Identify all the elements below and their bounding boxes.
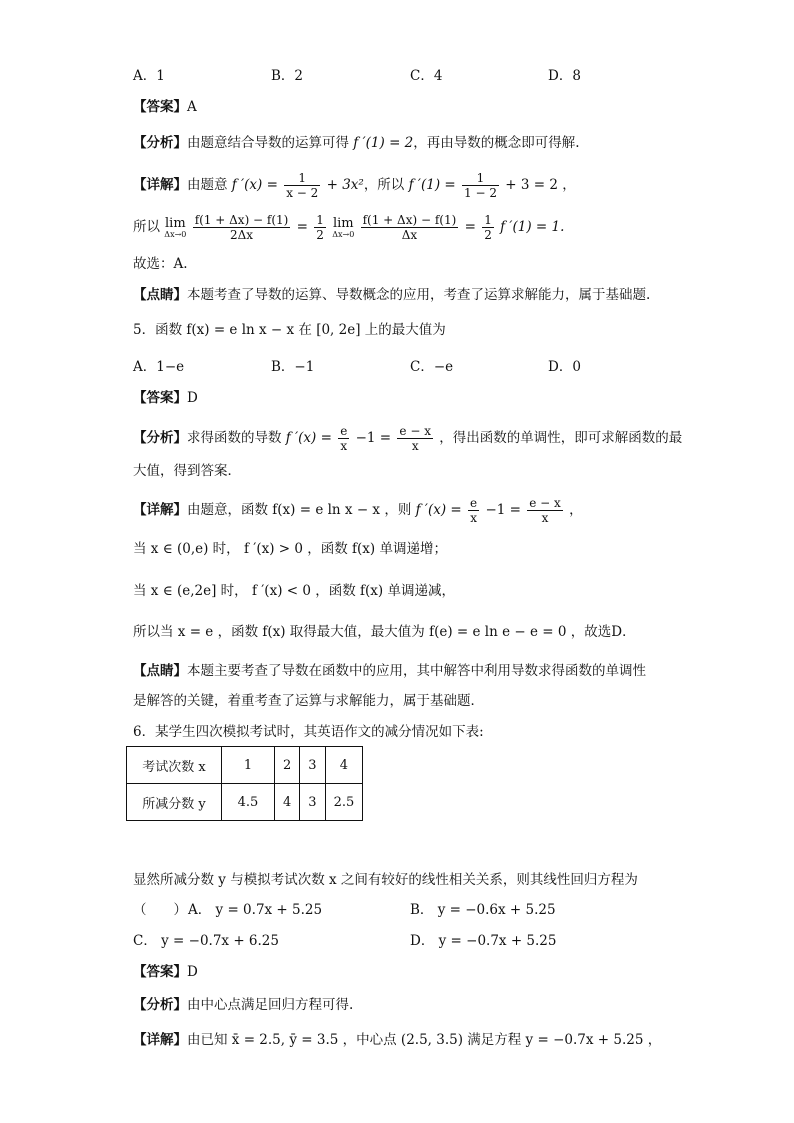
detail-tag: 【详解】 — [133, 1032, 187, 1048]
analysis-text: 由题意结合导数的运算可得 — [187, 135, 349, 151]
detail-tag: 【详解】 — [133, 502, 187, 518]
comment-tag: 【点睛】 — [133, 663, 187, 679]
limit-fraction-2: $\frac{f(1 + \Delta x) - f(1)}{\Delta x}$ — [362, 213, 457, 242]
answer-tag: 【答案】 — [133, 99, 187, 115]
table-cell: 4 — [275, 784, 300, 821]
detail-text: 由题意 — [187, 177, 228, 193]
q4-option-c: C．4 — [410, 68, 443, 84]
answer-tag: 【答案】 — [133, 390, 187, 406]
limit-pre: 所以 — [133, 219, 160, 235]
analysis-text: 求得函数的导数 — [187, 430, 282, 446]
table-cell: 4 — [325, 747, 363, 784]
q5-stem: 5．函数 f(x) = e ln x − x 在 [0, 2e] 上的最大值为 — [133, 322, 446, 338]
table-cell: 所减分数 y — [127, 784, 222, 821]
analysis-tag: 【分析】 — [133, 430, 187, 446]
analysis-tag: 【分析】 — [133, 997, 187, 1013]
q4-comment — [133, 285, 650, 305]
detail-text: 由已知 x̄ = 2.5, ȳ = 3.5 ，中心点 (2.5, 3.5) 满足方程 y = −0.7x + 5.25 ， — [187, 1032, 662, 1048]
q5-analysis — [133, 422, 682, 454]
table-cell: 3 — [300, 747, 325, 784]
limit-fraction: $\frac{f(1 + \Delta x) - f(1)}{2\Delta x}$ — [194, 213, 289, 242]
detail-f1: f ′(1) = — [408, 177, 456, 193]
q4-option-a: A．1 — [133, 68, 165, 84]
table-cell: 3 — [300, 784, 325, 821]
table-cell: 4.5 — [222, 784, 275, 821]
limit-end: f ′(1) = 1. — [500, 219, 565, 235]
q4-choose: 故选：A. — [133, 256, 188, 272]
q5-option-c: C．−e — [410, 359, 454, 375]
q4-answer — [133, 97, 197, 117]
table-row — [127, 747, 363, 784]
analysis-fraction: $\frac{e}{x}$ — [340, 424, 348, 453]
q5-analysis-line2: 大值，得到答案． — [133, 463, 241, 479]
q5-option-a: A．1−e — [133, 359, 185, 375]
comment-tag: 【点睛】 — [133, 287, 187, 303]
answer-tag: 【答案】 — [133, 964, 187, 980]
q6-stem: 6．某学生四次模拟考试时，其英语作文的减分情况如下表: — [133, 724, 484, 740]
half-fraction-2: $\frac{1}{2}$ — [484, 213, 492, 242]
half-fraction: $\frac{1}{2}$ — [316, 213, 324, 242]
limit-operator: lim Δx→0 — [164, 215, 187, 239]
table-row — [127, 784, 363, 821]
q5-detail — [133, 494, 583, 526]
q4-option-b: B．2 — [271, 68, 304, 84]
q6-text: 显然所减分数 y 与模拟考试次数 x 之间有较好的线性相关关系，则其线性回归方程为 — [133, 872, 638, 888]
detail-plus: + 3x² — [326, 177, 364, 193]
q5-option-b: B．−1 — [271, 359, 315, 375]
answer-value: D — [187, 964, 198, 980]
q5-comment-line2: 是解答的关键，着重考查了运算与求解能力，属于基础题． — [133, 693, 484, 709]
comment-text: 本题考查了导数的运算、导数概念的应用，考查了运算求解能力，属于基础题. — [187, 287, 651, 303]
detail-fraction: $\frac{1}{x - 2}$ — [286, 171, 319, 200]
equals: = — [296, 219, 308, 235]
detail-fraction-2: $\frac{e - x}{x}$ — [529, 496, 561, 525]
answer-value: A — [187, 99, 197, 115]
detail-minus: −1 = — [485, 502, 521, 518]
analysis-text-end: ，得出函数的单调性，即可求解函数的最 — [439, 430, 683, 446]
table-cell: 2 — [275, 747, 300, 784]
detail-fraction-2: $\frac{1}{1 - 2}$ — [464, 171, 497, 200]
q5-max: 所以当 x = e ，函数 f(x) 取得最大值，最大值为 f(e) = e ln e − e = 0 ，故选D． — [133, 624, 636, 640]
detail-end: + 3 = 2 ， — [505, 177, 576, 193]
detail-end: ， — [569, 502, 583, 518]
analysis-text: 由中心点满足回归方程可得. — [187, 997, 354, 1013]
q6-paren: （ ） — [133, 902, 187, 918]
table-cell: 2.5 — [325, 784, 363, 821]
analysis-tag: 【分析】 — [133, 135, 187, 151]
table-cell: 1 — [222, 747, 275, 784]
detail-fx: f ′(x) = — [415, 502, 462, 518]
detail-mid: ，所以 — [363, 177, 405, 193]
detail-fx: f ′(x) = — [231, 177, 278, 193]
q4-analysis — [133, 133, 580, 153]
analysis-text-end: ，再由导数的概念即可得解. — [413, 135, 580, 151]
q6-option-b: B． y = −0.6x + 5.25 — [410, 902, 556, 918]
q6-option-c: C． y = −0.7x + 6.25 — [133, 933, 279, 949]
q6-option-a: A． y = 0.7x + 5.25 — [188, 902, 323, 918]
q6-analysis — [133, 995, 353, 1015]
detail-text: 由题意，函数 f(x) = e ln x − x ，则 — [187, 502, 412, 518]
answer-value: D — [187, 390, 198, 406]
q5-option-d: D．0 — [548, 359, 581, 375]
table-cell: 考试次数 x — [127, 747, 222, 784]
score-table — [126, 746, 363, 821]
q4-limit — [133, 212, 564, 242]
limit-operator-2: lim Δx→0 — [332, 215, 355, 239]
analysis-fraction-2: $\frac{e - x}{x}$ — [399, 424, 431, 453]
q5-decreasing: 当 x ∈ (e,2e] 时， f ′(x) < 0 ，函数 f(x) 单调递减， — [133, 583, 455, 599]
q5-increasing: 当 x ∈ (0,e) 时， f ′(x) > 0 ，函数 f(x) 单调递增； — [133, 541, 447, 557]
q5-answer — [133, 388, 198, 408]
analysis-minus: −1 = — [355, 430, 392, 446]
analysis-fx: f ′(x) = — [285, 430, 332, 446]
q5-comment — [133, 661, 646, 681]
q6-detail — [133, 1030, 661, 1050]
q4-detail — [133, 170, 576, 200]
q6-answer — [133, 962, 198, 982]
q6-option-d: D． y = −0.7x + 5.25 — [410, 933, 557, 949]
equals-2: = — [464, 219, 476, 235]
comment-text: 本题主要考查了导数在函数中的应用，其中解答中利用导数求得函数的单调性 — [187, 663, 646, 679]
detail-tag: 【详解】 — [133, 177, 187, 193]
q4-option-d: D．8 — [548, 68, 581, 84]
detail-fraction: $\frac{e}{x}$ — [470, 496, 478, 525]
analysis-math: f ′(1) = 2 — [353, 135, 414, 151]
